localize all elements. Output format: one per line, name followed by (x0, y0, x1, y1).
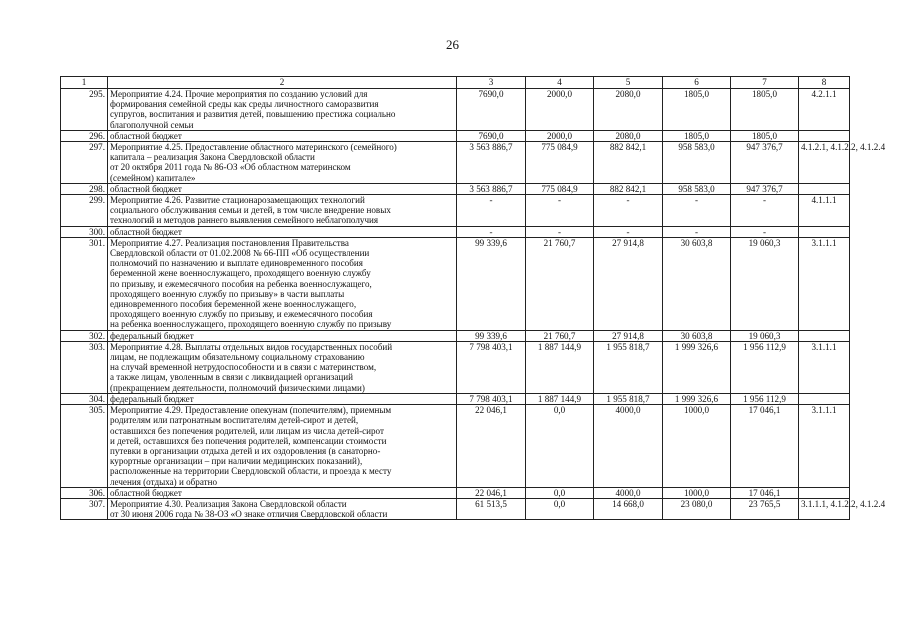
funding-value: - (663, 195, 731, 227)
table-row (61, 142, 850, 184)
row-number: 301. (61, 237, 108, 330)
description-line: благополучной семьи (110, 119, 194, 130)
funding-value: 1 887 144,9 (526, 341, 594, 393)
target-indicator: 4.1.2.1, 4.1.2.2, 4.1.2.4 (799, 142, 850, 184)
funding-value: 1805,0 (731, 89, 799, 131)
funding-value: - (731, 226, 799, 237)
funding-value: 23 765,5 (731, 498, 799, 519)
target-indicator: 3.1.1.1, 4.1.2.2, 4.1.2.4 (799, 498, 850, 519)
funding-value: 27 914,8 (594, 330, 663, 341)
description-line: технологий и методов раннего выявления семейного неблагополучия (110, 215, 379, 226)
target-indicator (799, 393, 850, 404)
row-description (108, 130, 457, 141)
funding-value: 1 956 112,9 (731, 341, 799, 393)
funding-value: 19 060,3 (731, 330, 799, 341)
description-line: Мероприятие 4.24. Прочие мероприятия по созданию условий для (110, 89, 368, 99)
table-row (61, 487, 850, 498)
description-line: супругов, воспитания и развития детей, повышению престижа социально (110, 109, 396, 120)
funding-value: 14 668,0 (594, 498, 663, 519)
funding-value: 1805,0 (731, 130, 799, 141)
funding-value: 1 956 112,9 (731, 393, 799, 404)
description-line: Мероприятие 4.25. Предоставление областного материнского (семейного) (110, 142, 397, 153)
funding-value: 2000,0 (526, 130, 594, 141)
table-row (61, 89, 850, 131)
table-row (61, 498, 850, 519)
description-line: формирования семейной среды как среды личностного саморазвития (110, 99, 379, 110)
description-line: областной бюджет (110, 487, 182, 498)
row-number: 304. (61, 393, 108, 404)
funding-value: 1 955 818,7 (594, 393, 663, 404)
funding-value: 2000,0 (526, 89, 594, 131)
description-line: единовременного пособия беременной жене военнослужащего, (110, 299, 357, 310)
page-number: 26 (446, 37, 459, 52)
funding-value: - (457, 195, 526, 227)
table-row (61, 405, 850, 488)
row-description (108, 183, 457, 194)
funding-value: - (457, 226, 526, 237)
description-line: оставшихся без попечения родителей, или лицам из числа детей-сирот (110, 425, 384, 436)
description-line: Мероприятие 4.30. Реализация Закона Свердловской области (110, 498, 347, 509)
target-indicator (799, 183, 850, 194)
funding-value: 7 798 403,1 (457, 341, 526, 393)
funding-value: 4000,0 (594, 487, 663, 498)
row-description (108, 237, 457, 330)
funding-value: - (526, 226, 594, 237)
description-line: лицам, не подлежащим обязательному социальному страхованию (110, 352, 365, 363)
row-description (108, 89, 457, 131)
table-row (61, 226, 850, 237)
row-description (108, 226, 457, 237)
column-header: 7 (731, 77, 799, 89)
description-line: (семейном) капитале» (110, 172, 196, 183)
description-line: а также лицам, уволенным в связи с ликвидацией организаций (110, 372, 353, 383)
table-row (61, 130, 850, 141)
funding-value: 30 603,8 (663, 330, 731, 341)
funding-value: 19 060,3 (731, 237, 799, 330)
row-description (108, 405, 457, 488)
column-header: 1 (61, 77, 108, 89)
funding-value: - (731, 195, 799, 227)
column-header: 8 (799, 77, 850, 89)
table-row (61, 393, 850, 404)
row-description (108, 142, 457, 184)
funding-value: 0,0 (526, 487, 594, 498)
row-description (108, 330, 457, 341)
funding-value: 2080,0 (594, 89, 663, 131)
description-line: областной бюджет (110, 226, 182, 237)
description-line: на случай временной нетрудоспособности и в связи с материнством, (110, 362, 377, 373)
funding-value: 1805,0 (663, 130, 731, 141)
target-indicator (799, 330, 850, 341)
row-number: 305. (61, 405, 108, 488)
description-line: расположенные на территории Свердловской области, и проезда к месту (110, 466, 392, 477)
target-indicator: 3.1.1.1 (799, 341, 850, 393)
description-line: беременной жене военнослужащего, проходящего военную службу (110, 268, 371, 279)
target-indicator (799, 226, 850, 237)
table-row (61, 330, 850, 341)
target-indicator (799, 487, 850, 498)
description-line: капитала – реализация Закона Свердловской области (110, 152, 315, 163)
funding-value: 0,0 (526, 498, 594, 519)
description-line: Мероприятие 4.29. Предоставление опекунам (попечителям), приемным (110, 405, 392, 416)
description-line: от 20 октября 2011 года № 86-ОЗ «Об областном материнском (110, 162, 351, 173)
row-description (108, 195, 457, 227)
column-header: 5 (594, 77, 663, 89)
funding-value: 1 999 326,6 (663, 341, 731, 393)
table-header-row (61, 77, 850, 89)
funding-value: - (526, 195, 594, 227)
funding-value: 99 339,6 (457, 330, 526, 341)
row-number: 303. (61, 341, 108, 393)
funding-value: 22 046,1 (457, 405, 526, 488)
table-row (61, 237, 850, 330)
funding-value: 1805,0 (663, 89, 731, 131)
funding-value: 958 583,0 (663, 142, 731, 184)
description-line: Мероприятие 4.27. Реализация постановления Правительства (110, 237, 349, 248)
funding-value: 3 563 886,7 (457, 183, 526, 194)
description-line: путевки в организации отдыха детей и их оздоровления (в санаторно- (110, 445, 381, 456)
table-row (61, 195, 850, 227)
description-line: от 30 июня 2006 года № 38-ОЗ «О знаке отличия Свердловской области (110, 509, 388, 520)
description-line: курортные организации – при наличии медицинских показаний), (110, 456, 363, 467)
target-indicator: 3.1.1.1 (799, 405, 850, 488)
funding-value: 1 955 818,7 (594, 341, 663, 393)
funding-value: 4000,0 (594, 405, 663, 488)
row-number: 306. (61, 487, 108, 498)
row-number: 299. (61, 195, 108, 227)
row-description (108, 341, 457, 393)
row-number: 298. (61, 183, 108, 194)
description-line: социального обслуживания семьи и детей, в том числе внедрение новых (110, 205, 391, 216)
description-line: (прекращением деятельности, полномочий физическими лицами) (110, 382, 365, 393)
description-line: Мероприятие 4.28. Выплаты отдельных видов государственных пособий (110, 341, 393, 352)
description-line: родителям или патронатным воспитателям детей-сирот и детей, (110, 415, 359, 426)
budget-table (60, 76, 886, 520)
funding-value: 21 760,7 (526, 330, 594, 341)
row-number: 295. (61, 89, 108, 131)
funding-value: 0,0 (526, 405, 594, 488)
funding-value: 17 046,1 (731, 487, 799, 498)
funding-value: 7690,0 (457, 130, 526, 141)
funding-value: 1000,0 (663, 487, 731, 498)
funding-value: 1 887 144,9 (526, 393, 594, 404)
funding-value: 30 603,8 (663, 237, 731, 330)
table-row (61, 341, 850, 393)
funding-value: - (594, 195, 663, 227)
description-line: на ребенка военнослужащего, проходящего военную службу по призыву (110, 319, 392, 330)
funding-value: 775 084,9 (526, 142, 594, 184)
description-line: и детей, оставшихся без попечения родителей, компенсации стоимости (110, 435, 387, 446)
description-line: федеральный бюджет (110, 393, 194, 404)
target-indicator: 3.1.1.1 (799, 237, 850, 330)
row-number: 297. (61, 142, 108, 184)
target-indicator: 4.2.1.1 (799, 89, 850, 131)
description-line: лечения (отдыха) и обратно (110, 476, 218, 487)
description-line: областной бюджет (110, 130, 182, 141)
column-header: 4 (526, 77, 594, 89)
funding-value: 775 084,9 (526, 183, 594, 194)
row-number: 302. (61, 330, 108, 341)
target-indicator (799, 130, 850, 141)
description-line: проходящего военную службу по призыву, и ежемесячного пособия (110, 309, 373, 320)
funding-value: 958 583,0 (663, 183, 731, 194)
funding-value: 7 798 403,1 (457, 393, 526, 404)
description-line: областной бюджет (110, 183, 182, 194)
funding-value: 3 563 886,7 (457, 142, 526, 184)
funding-value: 22 046,1 (457, 487, 526, 498)
row-description (108, 393, 457, 404)
row-number: 307. (61, 498, 108, 519)
funding-value: 947 376,7 (731, 183, 799, 194)
funding-value: 1000,0 (663, 405, 731, 488)
column-header: 2 (108, 77, 457, 89)
funding-value: 21 760,7 (526, 237, 594, 330)
funding-value: 7690,0 (457, 89, 526, 131)
funding-value: - (663, 226, 731, 237)
funding-value: 882 842,1 (594, 142, 663, 184)
description-line: полномочий по назначению и выплате единовременного пособия (110, 258, 363, 269)
funding-value: 27 914,8 (594, 237, 663, 330)
table-body (61, 89, 886, 520)
description-line: федеральный бюджет (110, 330, 194, 341)
funding-value: 1 999 326,6 (663, 393, 731, 404)
funding-value: 99 339,6 (457, 237, 526, 330)
funding-value: - (594, 226, 663, 237)
table-row (61, 183, 850, 194)
funding-value: 882 842,1 (594, 183, 663, 194)
funding-value: 2080,0 (594, 130, 663, 141)
column-header: 3 (457, 77, 526, 89)
funding-value: 947 376,7 (731, 142, 799, 184)
target-indicator: 4.1.1.1 (799, 195, 850, 227)
description-line: Мероприятие 4.26. Развитие стационарозамещающих технологий (110, 195, 365, 206)
row-description (108, 498, 457, 519)
column-header: 6 (663, 77, 731, 89)
row-number: 300. (61, 226, 108, 237)
funding-value: 61 513,5 (457, 498, 526, 519)
row-number: 296. (61, 130, 108, 141)
description-line: проходящего военную службу по призыву» в части выплаты (110, 288, 345, 299)
description-line: по призыву, и ежемесячного пособия на ребенка военнослужащего, (110, 278, 372, 289)
description-line: Свердловской области от 01.02.2008 № 66-ПП «Об осуществлении (110, 248, 370, 259)
funding-value: 23 080,0 (663, 498, 731, 519)
row-description (108, 487, 457, 498)
funding-value: 17 046,1 (731, 405, 799, 488)
